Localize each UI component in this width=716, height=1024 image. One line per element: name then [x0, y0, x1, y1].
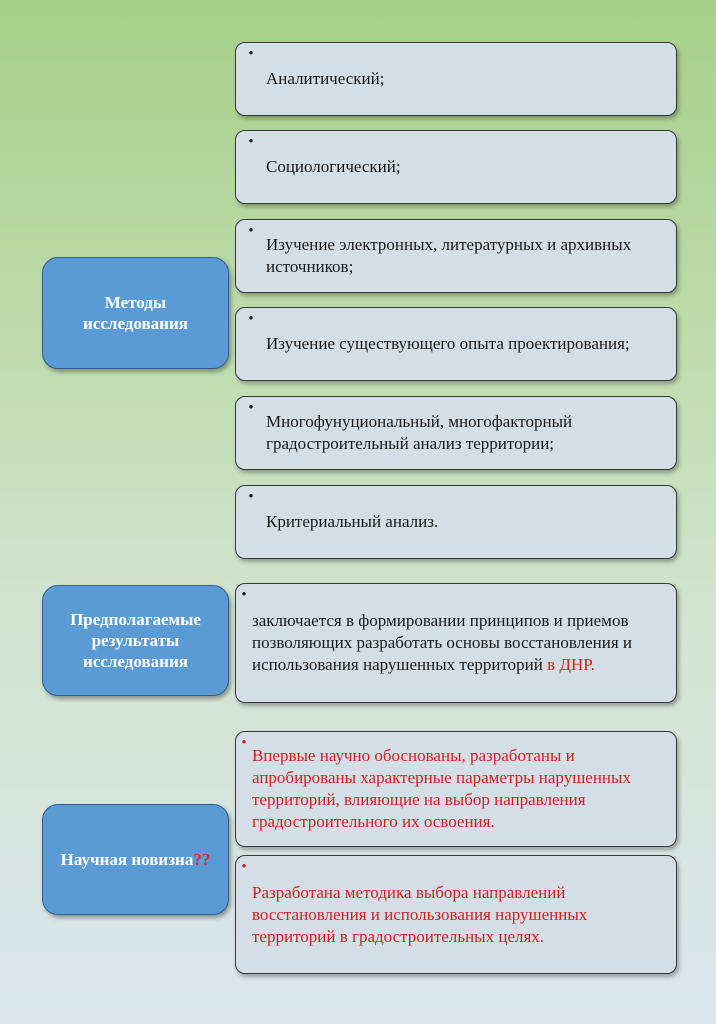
- method-item-analytical: [235, 42, 677, 116]
- results-text: [252, 610, 654, 676]
- bullet-icon: •: [248, 134, 254, 150]
- method-item-text: Многофунуциональный, многофакторный градостроительный анализ территории;: [266, 412, 573, 453]
- methods-label: [42, 257, 229, 369]
- bullet-icon: •: [241, 735, 247, 751]
- novelty-label-main: Научная новизна: [60, 850, 194, 869]
- method-item-sociological: [235, 130, 677, 204]
- novelty-item-text: Впервые научно обоснованы, разработаны и апробированы характерные параметры нарушенных территорий, влияющие на выбор направления градостроительного их освоения.: [252, 746, 631, 831]
- results-description: [235, 583, 677, 703]
- novelty-item-methodology: [235, 855, 677, 974]
- results-label-text: Предполагаемые результаты исследования: [70, 610, 201, 671]
- results-label: [42, 585, 229, 696]
- bullet-icon: •: [248, 311, 254, 327]
- method-item-criterial: [235, 485, 677, 559]
- method-item-text: Социологический;: [266, 157, 401, 176]
- novelty-label-text: [61, 849, 211, 870]
- method-item-text: Аналитический;: [266, 69, 385, 88]
- bullet-icon: •: [248, 46, 254, 62]
- novelty-item-text: Разработана методика выбора направлений восстановления и использования нарушенных территорий в градостроительных целях.: [252, 882, 588, 946]
- results-text-highlight: в ДНР.: [547, 655, 595, 674]
- method-item-text: Критериальный анализ.: [266, 512, 439, 531]
- bullet-icon: •: [241, 859, 247, 875]
- method-item-urban-analysis: [235, 396, 677, 470]
- methods-label-text: Методы исследования: [83, 293, 188, 333]
- novelty-label-accent: ??: [193, 850, 211, 869]
- novelty-label: [42, 804, 229, 915]
- novelty-item-parameters: [235, 731, 677, 847]
- method-item-sources: [235, 219, 677, 293]
- method-item-text: Изучение электронных, литературных и архивных источников;: [266, 235, 632, 276]
- bullet-icon: •: [248, 400, 254, 416]
- method-item-experience: [235, 307, 677, 381]
- bullet-icon: •: [248, 489, 254, 505]
- results-text-main: заключается в формировании принципов и приемов позволяющих разработать основы восстановления и использования нарушенных территорий: [252, 611, 633, 674]
- method-item-text: Изучение существующего опыта проектирования;: [266, 334, 630, 353]
- bullet-icon: •: [248, 223, 254, 239]
- bullet-icon: •: [241, 587, 247, 603]
